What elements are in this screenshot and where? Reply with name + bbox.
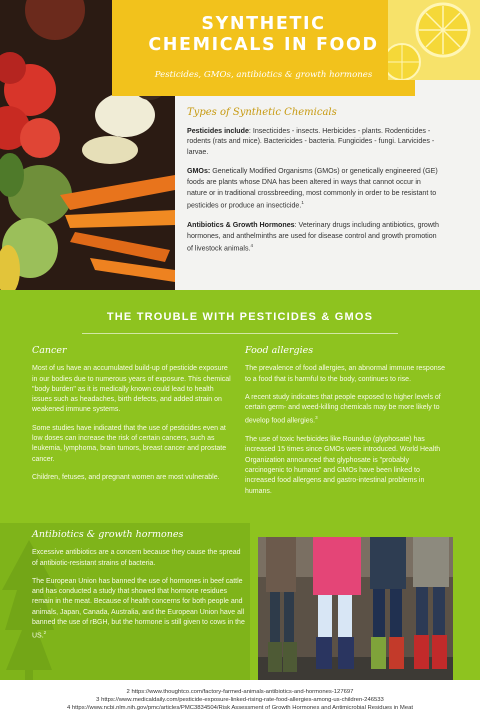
page-subtitle: Pesticides, GMOs, antibiotics & growth hormones xyxy=(154,70,373,80)
gmos-text: Genetically Modified Organisms (GMOs) or genetically engineered (GE) foods are plants whose DNA has been altered in ways that cannot occur in nature or in traditional crossbreeding, most commonly in order to be resistant to pesticides or produce an insecticide. xyxy=(187,167,438,210)
footnote-4: 4 https://www.ncbi.nlm.nih.gov/pmc/articles/PMC3834504/Risk Assessment of Growth Hormones and Antimicrobial Residues in Meat xyxy=(66,705,414,711)
footnote-2: 2 https://www.thoughtco.com/factory-farmed-animals-antibiotics-and-hormones-127697 xyxy=(126,689,354,695)
allergies-paragraph-2-text: A recent study indicates that people exposed to higher levels of certain germ- and weed-killing chemicals may be more likely to develop food allergies. xyxy=(245,393,441,425)
antibiotics-paragraph-2 xyxy=(32,577,247,642)
page-title xyxy=(112,14,415,56)
gmos-label: GMOs: xyxy=(187,167,211,176)
pesticides-label: Pesticides include xyxy=(187,126,249,135)
allergies-paragraph-1: The prevalence of food allergies, an abnormal immune response to a food that is harmful to the body, continues to rise. xyxy=(245,365,446,383)
allergies-paragraph-3: The use of toxic herbicides like Roundup (glyphosate) has increased 15 times since GMOs were introduced. World Health Organization announced that glyphosate is "probably carcinogenic to humans" and GMOs have been linked to increased food allergens and gastro-intestinal problems in humans. xyxy=(245,436,441,495)
cancer-paragraph-1: Most of us have an accumulated build-up of pesticide exposure in our bodies due to numerous years of exposure. This chemical "body burden" as it is medically known could lead to health issues such as headaches, birth defects, and added strain on weakened immune systems. xyxy=(32,365,231,414)
allergies-heading: Food allergies xyxy=(245,345,314,356)
allergies-footnote-ref: 3 xyxy=(315,415,318,421)
gmos-footnote-ref: 1 xyxy=(301,200,304,206)
antibiotics-footnote-ref: 4 xyxy=(250,243,253,249)
cancer-paragraph-3: Children, fetuses, and pregnant women are most vulnerable. xyxy=(32,473,220,481)
cancer-heading: Cancer xyxy=(32,345,67,356)
allergies-paragraph-2 xyxy=(245,393,450,427)
gmos-paragraph xyxy=(187,166,442,211)
title-line-2: CHEMICALS IN FOOD xyxy=(148,35,379,55)
antibiotics-heading: Antibiotics & growth hormones xyxy=(32,529,184,540)
cancer-column xyxy=(32,346,232,491)
types-of-chemicals xyxy=(187,108,442,263)
antibiotics-paragraph xyxy=(187,220,442,254)
header-section xyxy=(0,0,480,290)
types-heading: Types of Synthetic Chemicals xyxy=(187,107,337,118)
section-divider xyxy=(82,333,398,334)
pesticides-text: : Insecticides - insects. Herbicides - plants. Rodenticides - rodents (rats and mice). Bactericides - bacteria. Fungicides - fungi. Larvicides - larvae. xyxy=(187,126,435,156)
pesticides-paragraph xyxy=(187,126,442,158)
antibiotics-paragraph-1: Excessive antibiotics are a concern because they cause the spread of antibiotic-resistant strains of bacteria. xyxy=(32,549,241,567)
cancer-paragraph-2: Some studies have indicated that the use of pesticides even at low doses can increase the risk of certain cancers, such as leukemia, lymphoma, brain tumors, breast cancer and prostate cancer. xyxy=(32,424,227,463)
antibiotics-label: Antibiotics & Growth Hormones xyxy=(187,221,295,230)
antibiotics-column xyxy=(32,530,247,650)
allergies-column xyxy=(245,346,450,505)
footnote-3: 3 https://www.medicaldaily.com/pesticide-exposure-linked-rising-rate-food-allergies-among-us-children-246533 xyxy=(96,697,384,703)
title-line-1: SYNTHETIC xyxy=(201,14,326,34)
children-rain-boots-photo xyxy=(258,537,453,680)
footnotes xyxy=(0,688,480,712)
section-title: THE TROUBLE WITH PESTICIDES & GMOS xyxy=(106,311,374,323)
antibiotics-paragraph-2-text: The European Union has banned the use of hormones in beef cattle and has conducted a study that showed that hormone residues remain in the meat. Because of health concerns for both people and animals, Japan, Canada, Australia, and the European Union have all banned the use of rBGH, but the hormone is still given to cows in the US. xyxy=(32,577,245,640)
antibiotics-p2-footnote-ref: 2 xyxy=(43,630,47,636)
antibiotics-text: : Veterinary drugs including antibiotics, growth hormones, and anthelminths are used for disease control and growth promotion of livestock animals. xyxy=(187,221,439,253)
